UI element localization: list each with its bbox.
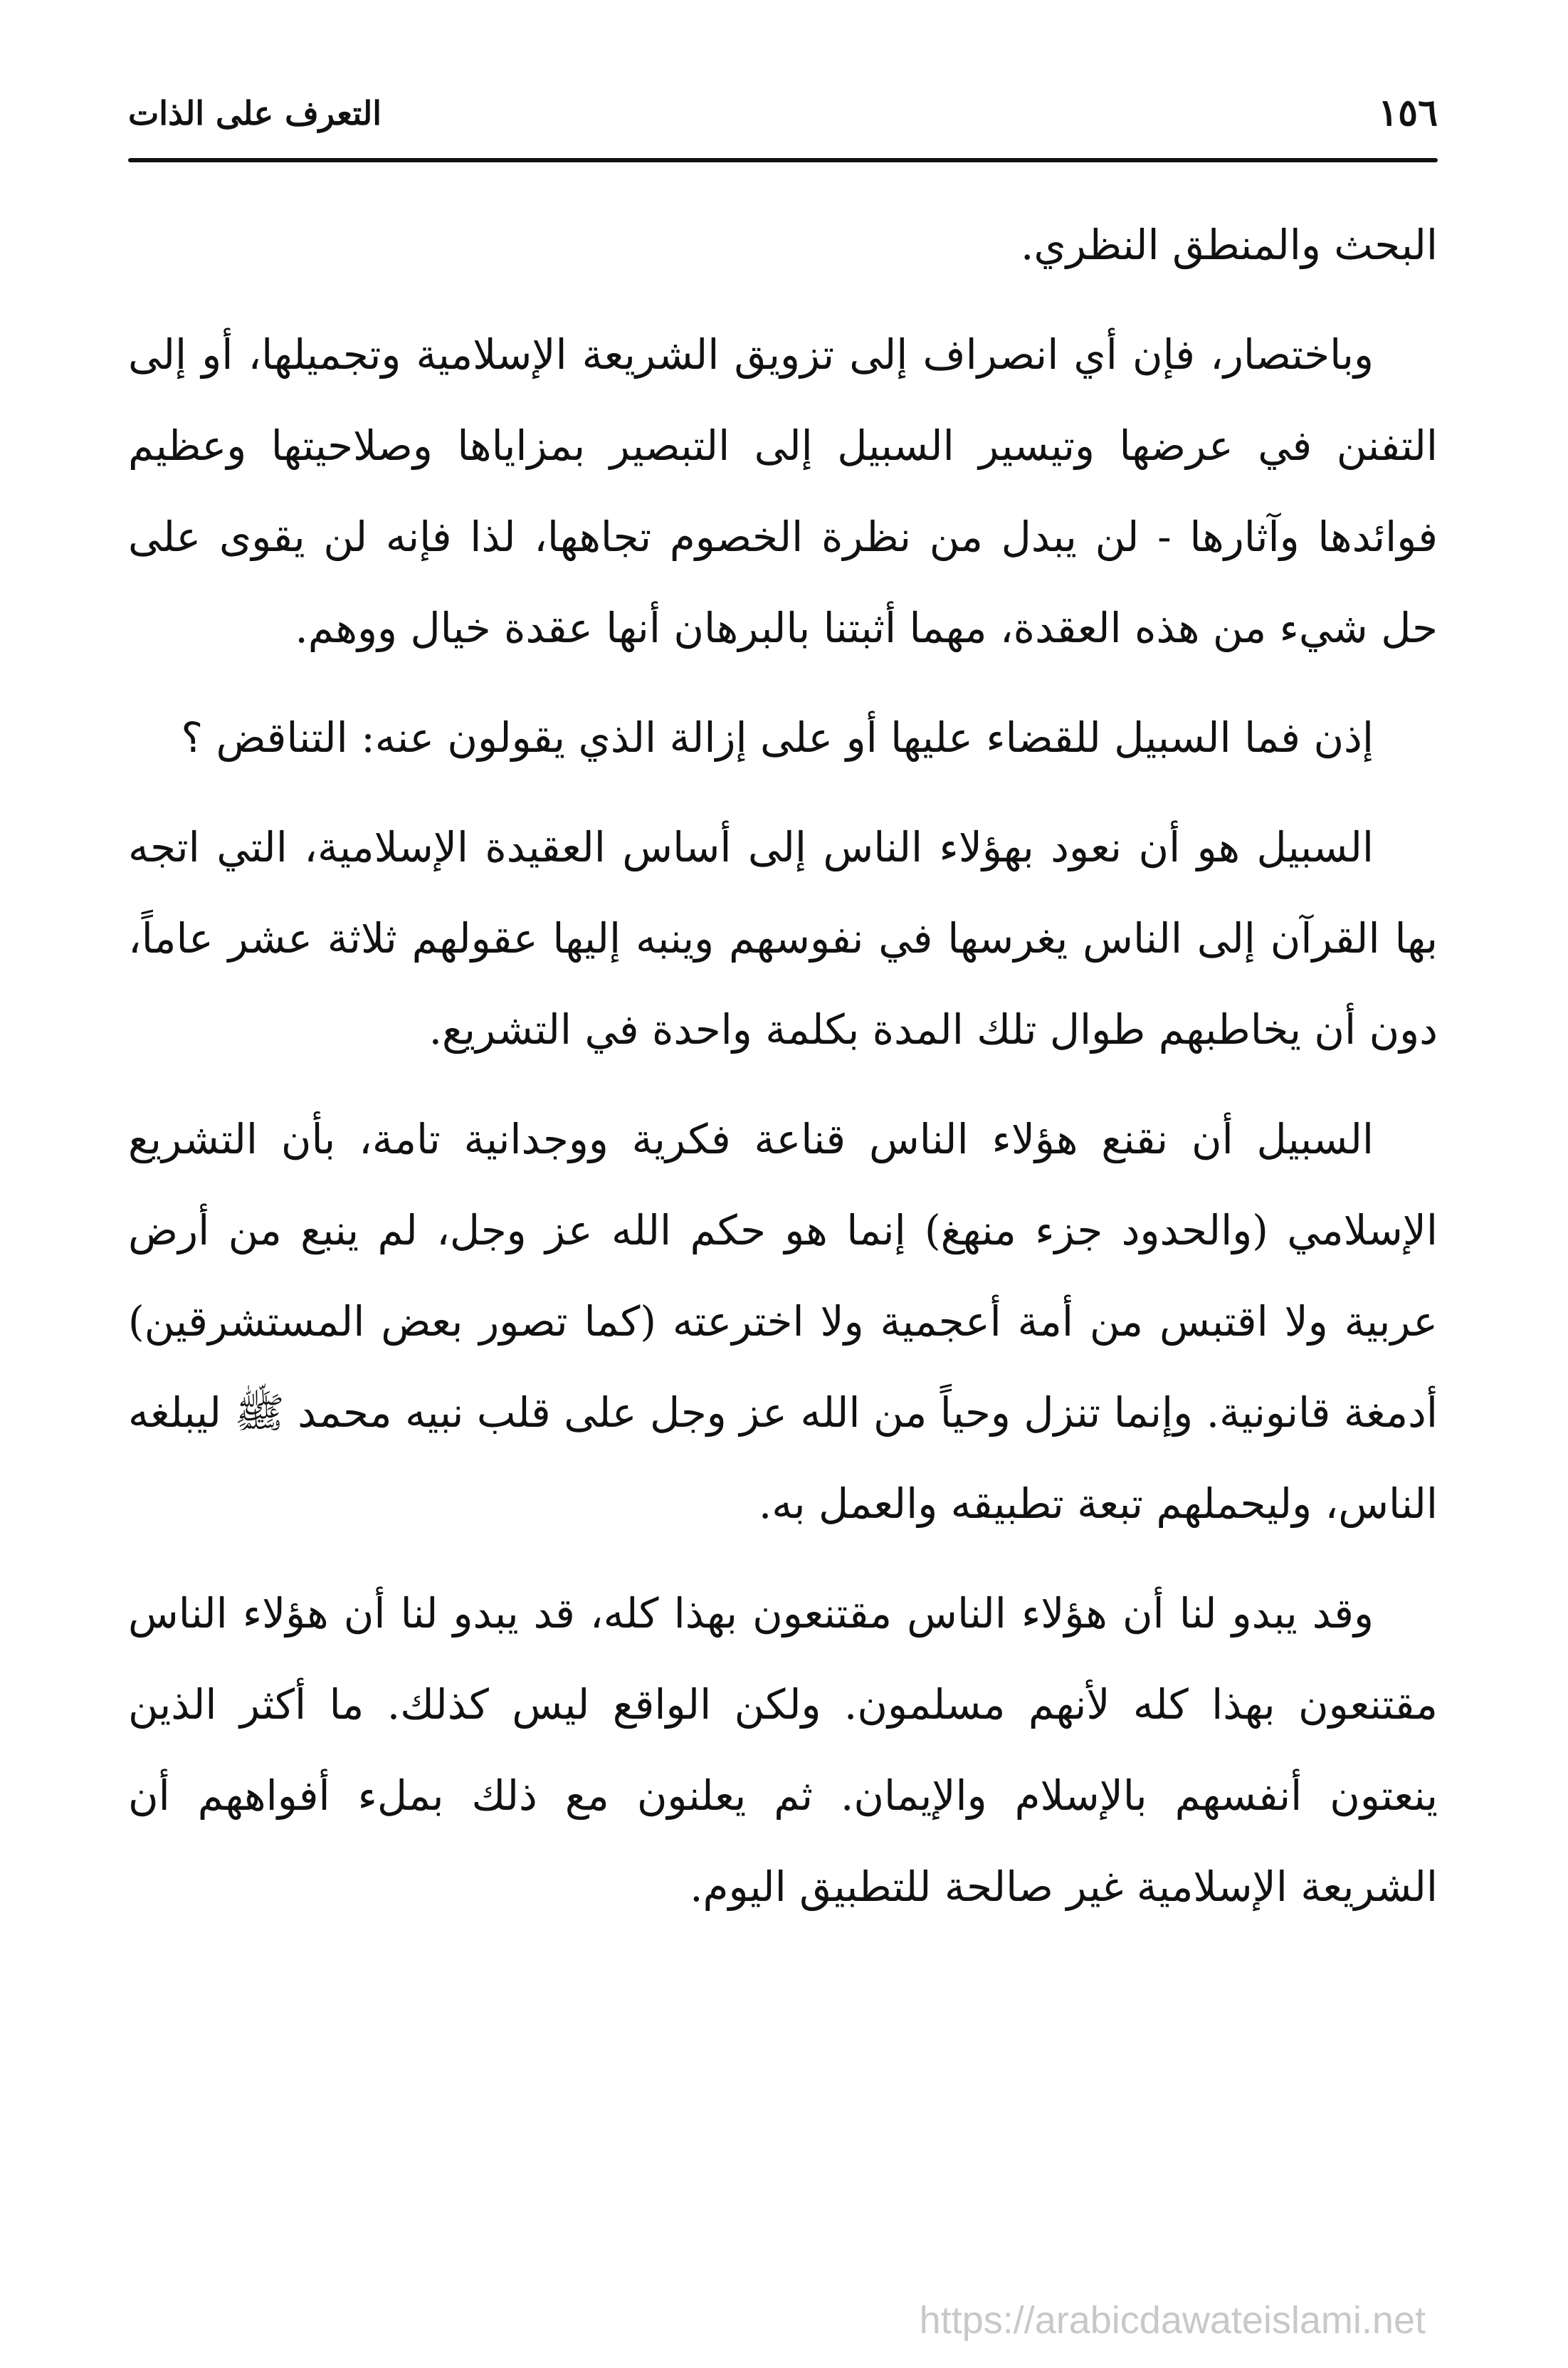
watermark: https://arabicdawateislami.net — [919, 2299, 1426, 2342]
paragraph: وباختصار، فإن أي انصراف إلى تزويق الشريعة الإسلامية وتجميلها، أو إلى التفنن في عرضها وتيسير السبيل إلى التبصير بمزاياها وصلاحيتها وعظيم فوائدها وآثارها - لن يبدل من نظرة الخصوم تجاهها، لذا فإنه لن يقوى على حل شيء من هذه العقدة، مهما أثبتنا بالبرهان أنها عقدة خيال ووهم. — [128, 330, 1438, 652]
paragraph: البحث والمنطق النظري. — [1020, 221, 1438, 269]
header-rule — [128, 158, 1438, 162]
paragraph: السبيل أن نقنع هؤلاء الناس قناعة فكرية ووجدانية تامة، بأن التشريع الإسلامي (والحدود جزء منهغ) إنما هو حكم الله عز وجل، لم ينبع من أرض عربية ولا اقتبس من أمة أعجمية ولا اخترعته (كما تصور بعض المستشرقين) أدمغة قانونية. وإنما تنزل وحياً من الله عز وجل على قلب نبيه محمد ﷺ ليبلغه الناس، وليحملهم تبعة تطبيقه والعمل به. — [128, 1115, 1438, 1528]
body-text — [128, 199, 1438, 1951]
paragraph: السبيل هو أن نعود بهؤلاء الناس إلى أساس العقيدة الإسلامية، التي اتجه بها القرآن إلى الناس يغرسها في نفوسهم وينبه إليها عقولهم ثلاثة عشر عاماً، دون أن يخاطبهم طوال تلك المدة بكلمة واحدة في التشريع. — [128, 823, 1438, 1054]
paragraph: إذن فما السبيل للقضاء عليها أو على إزالة الذي يقولون عنه: التناقض ؟ — [181, 713, 1374, 762]
page-header — [128, 85, 1438, 157]
page-number: ١٥٦ — [1378, 91, 1438, 135]
paragraph: وقد يبدو لنا أن هؤلاء الناس مقتنعون بهذا كله، قد يبدو لنا أن هؤلاء الناس مقتنعون بهذا كله لأنهم مسلمون. ولكن الواقع ليس كذلك. ما أكثر الذين ينعتون أنفسهم بالإسلام والإيمان. ثم يعلنون مع ذلك بملء أفواههم أن الشريعة الإسلامية غير صالحة للتطبيق اليوم. — [128, 1589, 1438, 1911]
running-title: التعرف على الذات — [128, 94, 382, 132]
